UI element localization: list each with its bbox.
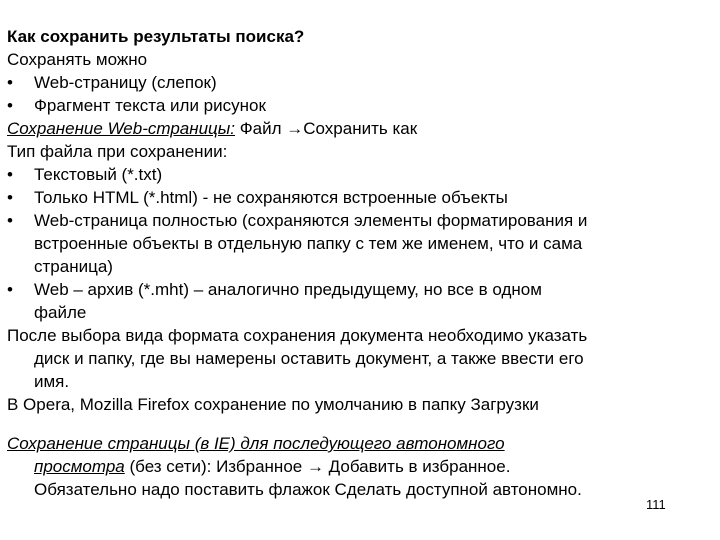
file-type-web-full-line3: страница)	[34, 257, 113, 276]
slide-content	[7, 25, 713, 501]
file-type-html: Только HTML (*.html) - не сохраняются встроенные объекты	[34, 188, 508, 207]
save-page-instruction	[7, 117, 713, 140]
save-page-label: Сохранение Web-страницы:	[7, 119, 236, 138]
page-number: 111	[646, 497, 666, 512]
opera-note: В Opera, Mozilla Firefox сохранение по умолчанию в папку Загрузки	[7, 395, 539, 414]
offline-line2	[7, 455, 713, 478]
bullet-icon: •	[7, 280, 13, 299]
file-type-txt: Текстовый (*.txt)	[34, 165, 163, 184]
list-item	[7, 94, 713, 117]
save-option-web-page: Web-страницу (слепок)	[34, 73, 217, 92]
list-item	[7, 278, 713, 324]
bullet-icon: •	[7, 211, 13, 230]
offline-label-part1: Сохранение страницы (в IE) для последующего автономного	[7, 434, 505, 453]
after-choice-line3: имя.	[34, 372, 70, 391]
offline-line3: Обязательно надо поставить флажок Сделать доступной автономно.	[34, 480, 582, 499]
save-page-rest: Файл →Сохранить как	[235, 119, 418, 138]
after-choice-line1: После выбора вида формата сохранения документа необходимо указать	[7, 326, 588, 345]
offline-label-part2: просмотра	[34, 457, 125, 476]
offline-rest: (без сети): Избранное → Добавить в избранное.	[124, 457, 511, 476]
file-type-web-full-line2: встроенные объекты в отдельную папку с тем же именем, что и сама	[34, 234, 583, 253]
bullet-icon: •	[7, 73, 13, 92]
slide-title: Как сохранить результаты поиска?	[7, 27, 305, 46]
intro-text: Сохранять можно	[7, 50, 148, 69]
save-option-fragment: Фрагмент текста или рисунок	[34, 96, 266, 115]
list-item	[7, 71, 713, 94]
spacer	[7, 416, 713, 432]
file-type-web-full-line1: Web-страница полностью (сохраняются элементы форматирования и	[34, 211, 588, 230]
bullet-icon: •	[7, 96, 13, 115]
file-type-mht-line2: файле	[34, 303, 87, 322]
list-item	[7, 209, 713, 278]
offline-label-line1	[7, 432, 713, 455]
file-type-heading: Тип файла при сохранении:	[7, 142, 228, 161]
after-choice-line2: диск и папку, где вы намерены оставить документ, а также ввести его	[34, 349, 584, 368]
list-item	[7, 163, 713, 186]
file-type-mht-line1: Web – архив (*.mht) – аналогично предыдущему, но все в одном	[34, 280, 542, 299]
bullet-icon: •	[7, 188, 13, 207]
bullet-icon: •	[7, 165, 13, 184]
list-item	[7, 186, 713, 209]
